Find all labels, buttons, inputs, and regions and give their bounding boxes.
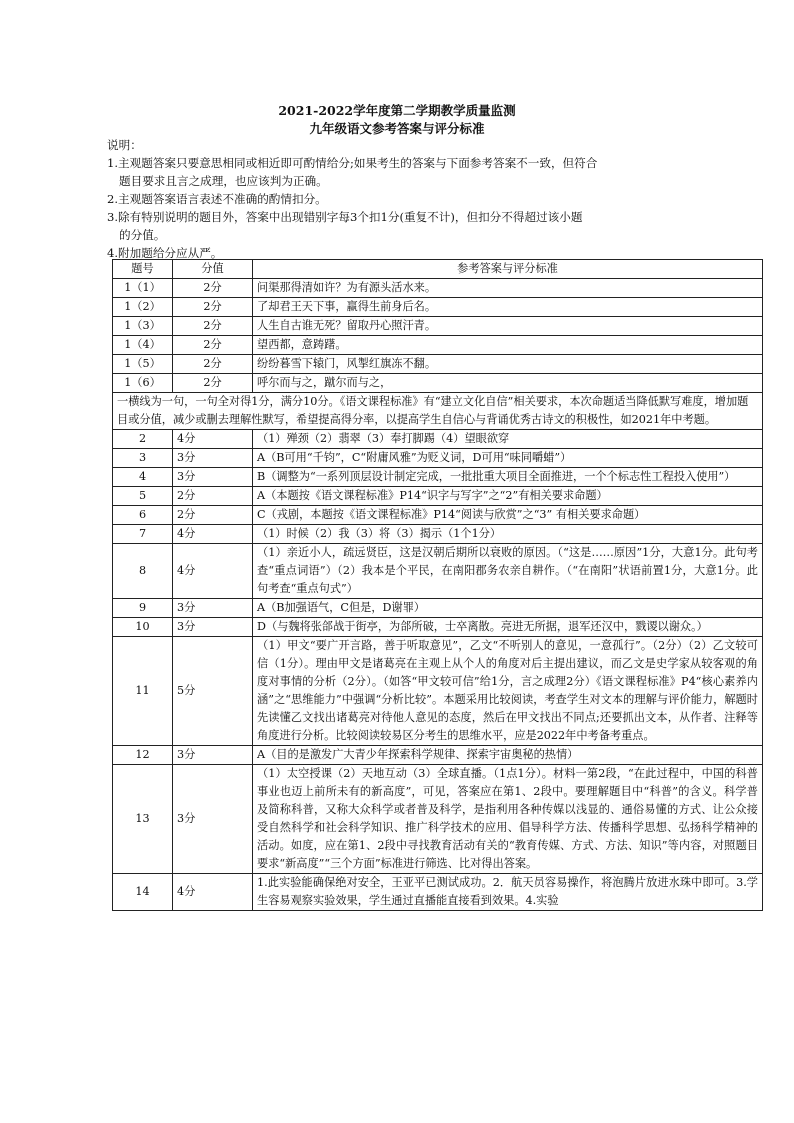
instructions: [107, 136, 727, 262]
document-title: 2021-2022学年度第二学期教学质量监测: [278, 103, 516, 118]
score-cell: 3分: [173, 599, 253, 618]
question-no-cell: 5: [113, 487, 173, 506]
table-row: [113, 468, 763, 487]
question-no-cell: 10: [113, 618, 173, 637]
instruction-item: 1.主观题答案只要意思相同或相近即可酌情给分;如果考生的答案与下面参考答案不一致，但符合: [107, 156, 598, 170]
table-row: [113, 487, 763, 506]
question-no-cell: 11: [113, 637, 173, 746]
score-cell: 3分: [173, 765, 253, 874]
table-row: [113, 599, 763, 618]
table-note-row: [113, 393, 763, 430]
table-row: [113, 746, 763, 765]
answer-cell: 纷纷暮雪下辕门，风掣红旗冻不翻。: [253, 355, 763, 374]
table-body-part-1: [113, 279, 763, 393]
question-no-cell: 6: [113, 506, 173, 525]
question-no-cell: 12: [113, 746, 173, 765]
score-cell: 2分: [173, 506, 253, 525]
header-score: 分值: [173, 260, 253, 279]
question-no-cell: 7: [113, 525, 173, 544]
instruction-item: 2.主观题答案语言表述不准确的酌情扣分。: [107, 192, 327, 206]
question-no-cell: 4: [113, 468, 173, 487]
score-cell: 3分: [173, 746, 253, 765]
table-row: [113, 506, 763, 525]
answer-cell: 呼尔而与之，蹴尔而与之，: [253, 374, 763, 393]
score-cell: 5分: [173, 637, 253, 746]
answer-cell: （1）甲文“要广开言路，善于听取意见”，乙文“不听别人的意见，一意孤行”。（2分）（2）乙文较可信（1分）。理由甲文是诸葛亮在主观上从个人的角度对后主提出建议，而乙文是史学家从较客观的角度对事情的分析（2分）。（如答“甲文较可信”给1分，言之成理2分）《语文课程标准》P4“核心素养内涵”之“思维能力”中强调“分析比较”。本题采用比较阅读，考查学生对文本的理解与评价能力，解题时先读懂乙文找出诸葛亮对待他人意见的态度，然后在甲文找出不同点;还要抓出文本，从作者、注释等角度进行分析。比较阅读较易区分考生的思维水平，应是2022年中考备考重点。: [253, 637, 763, 746]
score-cell: 3分: [173, 618, 253, 637]
question-no-cell: 1（6）: [113, 374, 173, 393]
answer-cell: B（调整为“一系列顶层设计制定完成，一批批重大项目全面推进，一个个标志性工程投入使用”）: [253, 468, 763, 487]
answer-cell: 了却君王天下事，赢得生前身后名。: [253, 298, 763, 317]
instruction-item: 题目要求且言之成理，也应该判为正确。: [119, 174, 328, 188]
score-cell: 4分: [173, 544, 253, 599]
answer-cell: D（与魏将张郃战于街亭，为郃所破，士卒离散。亮进无所据，退军还汉中，戮谡以谢众。）: [253, 618, 763, 637]
question-no-cell: 3: [113, 449, 173, 468]
instruction-item: 3.除有特别说明的题目外，答案中出现错别字每3个扣1分(重复不计)，但扣分不得超过该小题: [107, 210, 583, 224]
question-no-cell: 13: [113, 765, 173, 874]
question-no-cell: 1（3）: [113, 317, 173, 336]
score-cell: 2分: [173, 487, 253, 506]
score-cell: 2分: [173, 355, 253, 374]
scoring-note: 一横线为一句，一句全对得1分，满分10分。《语文课程标准》有“建立文化自信”相关要求，本次命题适当降低默写难度，增加题目或分值，减少或删去理解性默写，希望提高得分率，以提高学生自信心与背诵优秀古诗文的积极性，如2021年中考题。: [113, 393, 763, 430]
question-no-cell: 14: [113, 874, 173, 911]
table-row: [113, 355, 763, 374]
answer-cell: （1）殚颈（2）翡翠（3）奉打脚踢（4）望眼欲穿: [253, 430, 763, 449]
question-no-cell: 9: [113, 599, 173, 618]
table-row: [113, 336, 763, 355]
answer-cell: （1）亲近小人，疏远贤臣，这是汉朝后期所以衰败的原因。（“这是……原因”1分，大意1分。此句考查“重点词语”）（2）我本是个平民，在南阳郡务农亲自耕作。（“在南阳”状语前置1分，大意1分。此句考查“重点句式”）: [253, 544, 763, 599]
header-answer: 参考答案与评分标准: [253, 260, 763, 279]
instructions-heading: 说明：: [107, 138, 142, 152]
question-no-cell: 1（2）: [113, 298, 173, 317]
question-no-cell: 8: [113, 544, 173, 599]
score-cell: 3分: [173, 449, 253, 468]
answer-cell: A（本题按《语文课程标准》P14“识字与写字”之“2”有相关要求命题）: [253, 487, 763, 506]
answer-cell: A（B可用“千钧”，C“附庸风雅”为贬义词，D可用“味同嚼蜡”）: [253, 449, 763, 468]
score-cell: 2分: [173, 298, 253, 317]
table-header-row: [113, 260, 763, 279]
score-cell: 2分: [173, 336, 253, 355]
question-no-cell: 1（1）: [113, 279, 173, 298]
answer-cell: A（目的是激发广大青少年探索科学规律、探索宇宙奥秘的热情）: [253, 746, 763, 765]
score-cell: 4分: [173, 525, 253, 544]
answer-cell: （1）太空授课（2）天地互动（3）全球直播。（1点1分）。材料一第2段，“在此过程中，中国的科普事业也迈上前所未有的新高度”，可见，答案应在第1、2段中。要理解题目中“科普”的含义。科学普及简称科普，又称大众科学或者普及科学，是指利用各种传媒以浅显的、通俗易懂的方式、让公众接受自然科学和社会科学知识、推广科学技术的应用、倡导科学方法、传播科学思想、弘扬科学精神的活动。如度，应在第1、2段中寻找教育活动有关的“教育传媒、方式、方法、知识”等内容，对照题目要求“新高度”“三个方面”标准进行筛选、比对得出答案。: [253, 765, 763, 874]
score-cell: 3分: [173, 468, 253, 487]
answer-cell: 1.此实验能确保绝对安全，王亚平已测试成功。2．航天员容易操作，将泡腾片放进水珠中即可。3.学生容易观察实验效果，学生通过直播能直接看到效果。4.实验: [253, 874, 763, 911]
instruction-item: 的分值。: [119, 228, 166, 242]
score-cell: 2分: [173, 317, 253, 336]
score-cell: 4分: [173, 874, 253, 911]
answer-cell: （1）时候（2）我（3）将（3）揭示（1个1分）: [253, 525, 763, 544]
table-row: [113, 374, 763, 393]
answer-cell: 望西都，意踌躇。: [253, 336, 763, 355]
table-row: [113, 449, 763, 468]
table-row: [113, 544, 763, 599]
header-question-no: 题号: [113, 260, 173, 279]
table-body-part-2: [113, 430, 763, 911]
document-subtitle: 九年级语文参考答案与评分标准: [309, 121, 485, 136]
answer-table: [112, 259, 763, 911]
table-row: [113, 618, 763, 637]
table-row: [113, 430, 763, 449]
answer-cell: 人生自古谁无死？留取丹心照汗青。: [253, 317, 763, 336]
table-row: [113, 317, 763, 336]
table-row: [113, 279, 763, 298]
table-row: [113, 874, 763, 911]
answer-cell: A（B加强语气，C但是，D谢罪）: [253, 599, 763, 618]
answer-cell: C（戎剧，本题按《语文课程标准》P14“阅读与欣赏”之“3” 有相关要求命题）: [253, 506, 763, 525]
question-no-cell: 1（4）: [113, 336, 173, 355]
question-no-cell: 2: [113, 430, 173, 449]
question-no-cell: 1（5）: [113, 355, 173, 374]
score-cell: 4分: [173, 430, 253, 449]
instruction-item: 4.附加题给分应从严。: [107, 246, 223, 260]
score-cell: 2分: [173, 374, 253, 393]
table-row: [113, 298, 763, 317]
table-row: [113, 525, 763, 544]
answer-cell: 问渠那得清如许？为有源头活水来。: [253, 279, 763, 298]
score-cell: 2分: [173, 279, 253, 298]
table-row: [113, 765, 763, 874]
table-row: [113, 637, 763, 746]
